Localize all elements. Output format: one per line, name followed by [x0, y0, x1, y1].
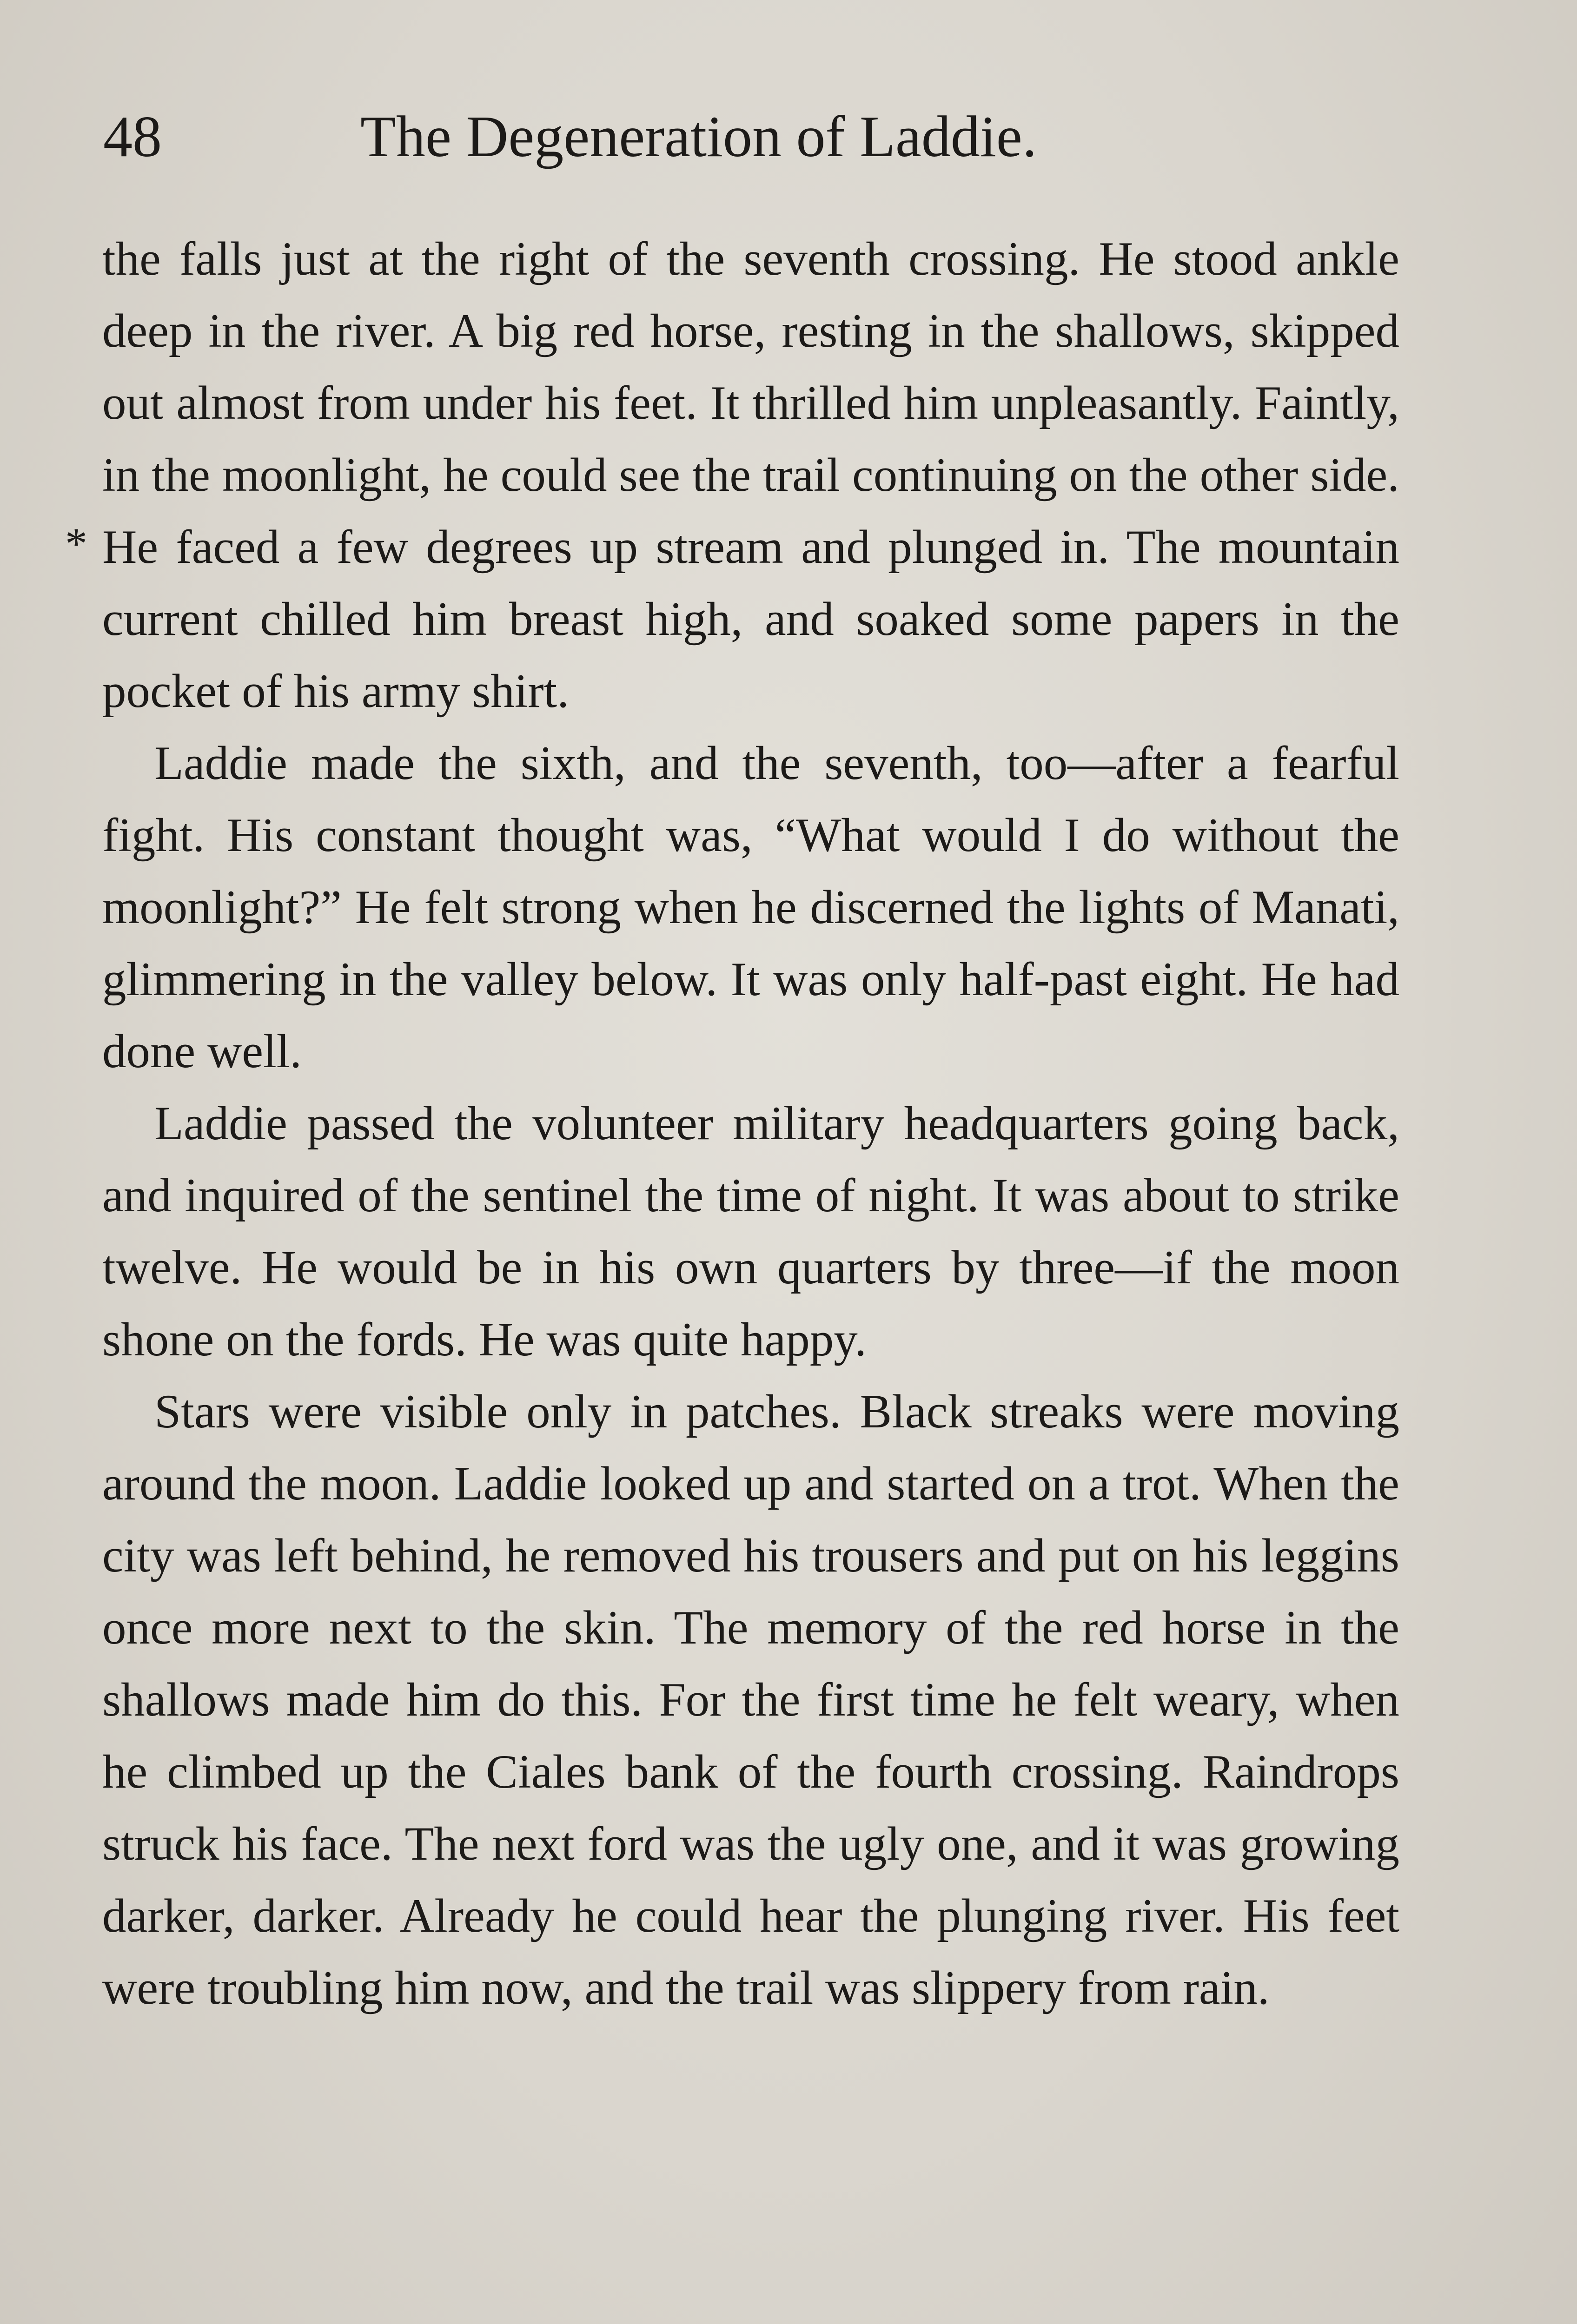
- margin-mark: *: [65, 519, 87, 568]
- paragraph-continued: the falls just at the right of the seventh crossing. He stood ankle deep in the river. A big red horse, resting in the shallows, skipped out almost from under his feet. It thrilled him unpleasantly. Faintly, in the moonlight, he could see the trail continuing on the other side. He faced a few degrees up stream and plunged in. The mountain current chilled him breast high, and soaked some papers in the pocket of his army shirt.: [102, 232, 1399, 718]
- page-number: 48: [103, 105, 162, 169]
- paragraph: Stars were visible only in patches. Black streaks were moving around the moon. Laddie looked up and started on a trot. When the city was left behind, he removed his trousers and put on his leggins once more next to the skin. The memory of the red horse in the shallows made him do this. For the first time he felt weary, when he climbed up the Ciales bank of the fourth crossing. Raindrops struck his face. The next ford was the ugly one, and it was growing darker, darker. Already he could hear the plunging river. His feet were troubling him now, and the trail was slippery from rain.: [102, 1385, 1399, 2014]
- paragraph: Laddie made the sixth, and the seventh, too—after a fearful fight. His constant thought was, “What would I do without the moonlight?” He felt strong when he discerned the lights of Manati, glimmering in the valley below. It was only half-past eight. He had done well.: [102, 737, 1399, 1078]
- chapter-title: The Degeneration of Laddie.: [360, 105, 1037, 169]
- running-head: [103, 95, 1405, 179]
- body-text: [102, 223, 1399, 2024]
- paragraph: Laddie passed the volunteer military headquarters going back, and inquired of the sentinel the time of night. It was about to strike twelve. He would be in his own quarters by three—if the moon shone on the fords. He was quite happy.: [102, 1097, 1399, 1366]
